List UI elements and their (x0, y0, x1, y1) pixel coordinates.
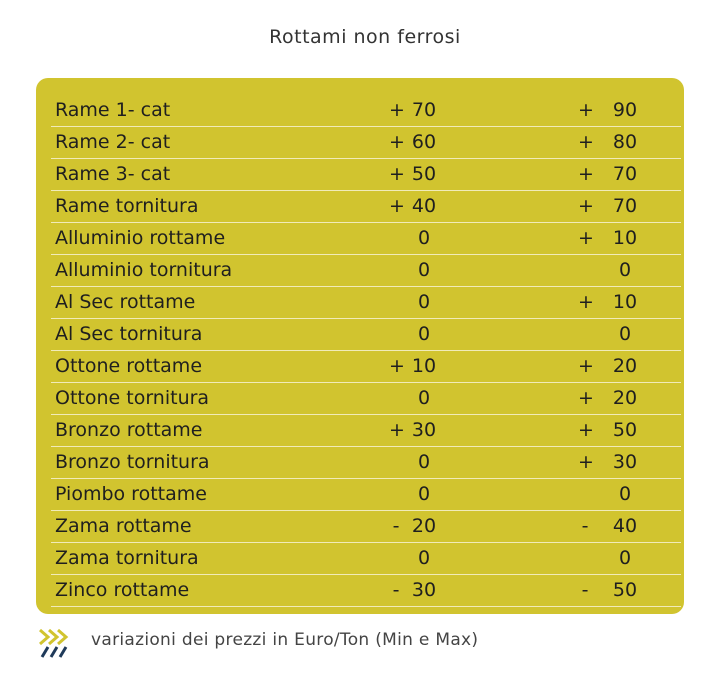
max-sign: - (581, 515, 589, 537)
page-title: Rottami non ferrosi (269, 26, 461, 48)
min-sign: + (389, 163, 405, 185)
max-value: 10 (612, 227, 638, 249)
max-value: 90 (612, 99, 638, 121)
min-sign: + (389, 131, 405, 153)
max-value: 70 (612, 195, 638, 217)
table-row (51, 287, 681, 319)
min-value: 50 (411, 163, 437, 185)
material-name: Bronzo tornitura (55, 451, 210, 473)
max-sign: + (578, 387, 594, 409)
table-row (51, 127, 681, 159)
min-value: 30 (411, 419, 437, 441)
price-table (51, 95, 681, 607)
min-sign: - (392, 515, 400, 537)
max-value: 0 (618, 483, 632, 505)
max-sign: + (578, 131, 594, 153)
max-value: 40 (612, 515, 638, 537)
max-value: 0 (618, 323, 632, 345)
max-value: 10 (612, 291, 638, 313)
min-value: 10 (411, 355, 437, 377)
table-row (51, 159, 681, 191)
material-name: Rame 1- cat (55, 99, 171, 121)
material-name: Alluminio tornitura (55, 259, 233, 281)
table-row (51, 383, 681, 415)
min-sign: - (392, 579, 400, 601)
table-row (51, 223, 681, 255)
min-value: 60 (411, 131, 437, 153)
table-row (51, 447, 681, 479)
material-name: Ottone rottame (55, 355, 203, 377)
min-value: 20 (411, 515, 437, 537)
price-table-panel (36, 78, 684, 614)
material-name: Piombo rottame (55, 483, 207, 505)
material-name: Al Sec rottame (55, 291, 196, 313)
min-value: 0 (417, 547, 431, 569)
table-row (51, 575, 681, 607)
max-sign: + (578, 99, 594, 121)
material-name: Zama rottame (55, 515, 192, 537)
max-sign: + (578, 355, 594, 377)
max-value: 50 (612, 419, 638, 441)
table-row (51, 319, 681, 351)
max-value: 0 (618, 547, 632, 569)
min-sign: + (389, 355, 405, 377)
min-value: 0 (417, 483, 431, 505)
max-sign: + (578, 163, 594, 185)
material-name: Al Sec tornitura (55, 323, 203, 345)
table-row (51, 95, 681, 127)
min-value: 0 (417, 259, 431, 281)
max-sign: + (578, 419, 594, 441)
min-value: 0 (417, 291, 431, 313)
table-row (51, 255, 681, 287)
max-sign: + (578, 291, 594, 313)
min-sign: + (389, 195, 405, 217)
material-name: Zinco rottame (55, 579, 190, 601)
material-name: Bronzo rottame (55, 419, 203, 441)
min-value: 0 (417, 451, 431, 473)
min-value: 0 (417, 387, 431, 409)
max-value: 50 (612, 579, 638, 601)
footer-note (38, 626, 698, 660)
material-name: Alluminio rottame (55, 227, 226, 249)
max-value: 20 (612, 355, 638, 377)
footer-note-text: variazioni dei prezzi in Euro/Ton (Min e Max) (91, 630, 479, 650)
table-row (51, 479, 681, 511)
table-row (51, 191, 681, 223)
table-row (51, 511, 681, 543)
table-row (51, 351, 681, 383)
max-sign: - (581, 579, 589, 601)
max-value: 20 (612, 387, 638, 409)
min-value: 40 (411, 195, 437, 217)
min-sign: + (389, 419, 405, 441)
material-name: Rame 3- cat (55, 163, 171, 185)
max-sign: + (578, 227, 594, 249)
material-name: Rame 2- cat (55, 131, 171, 153)
table-row (51, 415, 681, 447)
min-value: 30 (411, 579, 437, 601)
table-row (51, 543, 681, 575)
max-sign: + (578, 451, 594, 473)
max-value: 70 (612, 163, 638, 185)
min-value: 70 (411, 99, 437, 121)
material-name: Rame tornitura (55, 195, 199, 217)
max-value: 80 (612, 131, 638, 153)
min-sign: + (389, 99, 405, 121)
chevron-stripes-icon (38, 628, 72, 658)
material-name: Ottone tornitura (55, 387, 210, 409)
max-sign: + (578, 195, 594, 217)
min-value: 0 (417, 323, 431, 345)
material-name: Zama tornitura (55, 547, 199, 569)
min-value: 0 (417, 227, 431, 249)
max-value: 30 (612, 451, 638, 473)
max-value: 0 (618, 259, 632, 281)
